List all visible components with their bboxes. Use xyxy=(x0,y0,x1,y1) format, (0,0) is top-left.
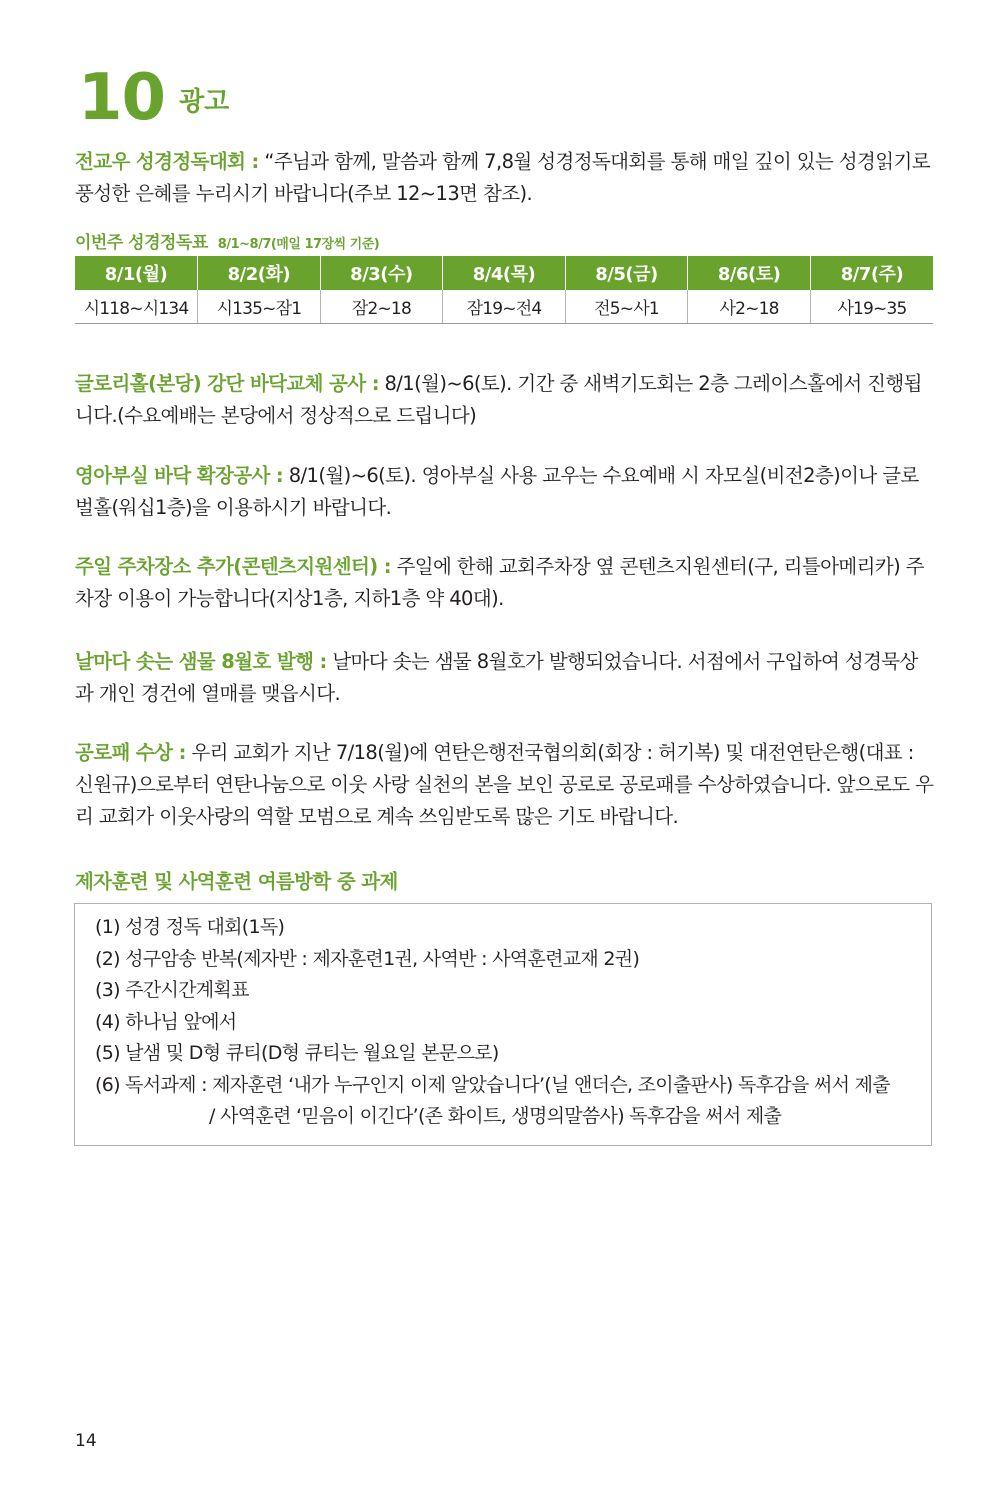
schedule-day: 8/7(주) xyxy=(810,256,933,290)
list-item: / 사역훈련 ‘믿음이 이긴다’(존 화이트, 생명의말씀사) 독후감을 써서 제출 xyxy=(209,1105,782,1127)
notice-award xyxy=(75,737,935,833)
schedule-day: 8/5(금) xyxy=(565,256,688,290)
section-number: 10 xyxy=(78,61,166,135)
schedule-day: 8/3(수) xyxy=(320,256,443,290)
notice-title: 글로리홀(본당) 강단 바닥교체 공사 : xyxy=(75,372,379,395)
tasks-list xyxy=(95,912,931,1133)
list-item: (5) 날샘 및 D형 큐티(D형 큐티는 월요일 본문으로) xyxy=(95,1042,499,1064)
schedule-reading: 시135~잠1 xyxy=(198,290,321,324)
schedule-day: 8/1(월) xyxy=(75,256,198,290)
schedule-day: 8/2(화) xyxy=(198,256,321,290)
schedule-header-row xyxy=(75,256,933,290)
notice-floor-construction xyxy=(75,368,935,432)
notice-body: “주님과 함께, 말씀과 함께 7,8월 성경정독대회를 통해 매일 깊이 있는 성경읽기로 풍성한 은혜를 누리시기 바랍니다(주보 12~13면 참조). xyxy=(75,150,930,205)
notice-body: 주일에 한해 교회주차장 옆 콘텐츠지원센터(구, 리틀아메리카) 주차장 이용이 가능합니다(지상1층, 지하1층 약 40대). xyxy=(75,555,924,610)
schedule-reading: 잠19~전4 xyxy=(443,290,566,324)
list-item: (6) 독서과제 : 제자훈련 ‘내가 누구인지 이제 알았습니다’(닐 앤더슨, 조이출판사) 독후감을 써서 제출 xyxy=(95,1073,890,1096)
notice-title: 영아부실 바닥 확장공사 : xyxy=(75,464,284,487)
notice-parking xyxy=(75,551,935,615)
notice-title: 공로패 수상 : xyxy=(75,741,186,764)
notice-body: 8/1(월)~6(토). 기간 중 새벽기도회는 2층 그레이스홀에서 진행됩니다.(수요예배는 본당에서 정상적으로 드립니다) xyxy=(75,372,922,427)
notice-title: 전교우 성경정독대회 : xyxy=(75,150,259,173)
notice-bible-reading xyxy=(75,146,935,210)
notice-body: 우리 교회가 지난 7/18(월)에 연탄은행전국협의회(회장 : 허기복) 및 대전연탄은행(대표 : 신원규)으로부터 연탄나눔으로 이웃 사랑 실천의 본을 보인 공로로 공로패를 수상하였습니다. 앞으로도 우리 교회가 이웃사랑의 역할 모범으로 계속 쓰임받도록 많은 기도 바랍니다. xyxy=(75,741,934,828)
list-item: (2) 성구암송 반복(제자반 : 제자훈련1권, 사역반 : 사역훈련교재 2권) xyxy=(95,947,640,970)
schedule-reading-row xyxy=(75,290,933,324)
list-item: (1) 성경 정독 대회(1독) xyxy=(95,916,285,938)
notice-title: 날마다 솟는 샘물 8월호 발행 : xyxy=(75,650,327,673)
notice-body: 날마다 솟는 샘물 8월호가 발행되었습니다. 서점에서 구입하여 성경묵상과 개인 경건에 열매를 맺읍시다. xyxy=(75,650,918,705)
notice-body: 8/1(월)~6(토). 영아부실 사용 교우는 수요예배 시 자모실(비전2층)이나 글로벌홀(워십1층)을 이용하시기 바랍니다. xyxy=(75,464,919,519)
notice-title: 주일 주차장소 추가(콘텐츠지원센터) : xyxy=(75,555,391,578)
list-item: (4) 하나님 앞에서 xyxy=(95,1010,237,1033)
schedule-title xyxy=(75,228,379,253)
page-number: 14 xyxy=(75,1431,97,1451)
schedule-title-text: 이번주 성경정독표 xyxy=(75,233,208,253)
list-item: (3) 주간시간계획표 xyxy=(95,979,249,1001)
schedule-reading: 잠2~18 xyxy=(320,290,443,324)
schedule-reading: 사2~18 xyxy=(688,290,811,324)
page-header xyxy=(78,61,230,135)
reading-schedule-table xyxy=(75,256,933,324)
notice-nursery-expansion xyxy=(75,460,935,524)
schedule-reading: 전5~사1 xyxy=(565,290,688,324)
tasks-title: 제자훈련 및 사역훈련 여름방학 중 과제 xyxy=(75,870,398,893)
schedule-day: 8/4(목) xyxy=(443,256,566,290)
notice-devotional-issue xyxy=(75,646,935,710)
tasks-box xyxy=(74,903,932,1146)
section-label: 광고 xyxy=(179,87,230,117)
schedule-reading: 시118~시134 xyxy=(75,290,198,324)
schedule-range: 8/1~8/7(매일 17장씩 기준) xyxy=(217,237,380,252)
schedule-day: 8/6(토) xyxy=(688,256,811,290)
schedule-reading: 사19~35 xyxy=(810,290,933,324)
